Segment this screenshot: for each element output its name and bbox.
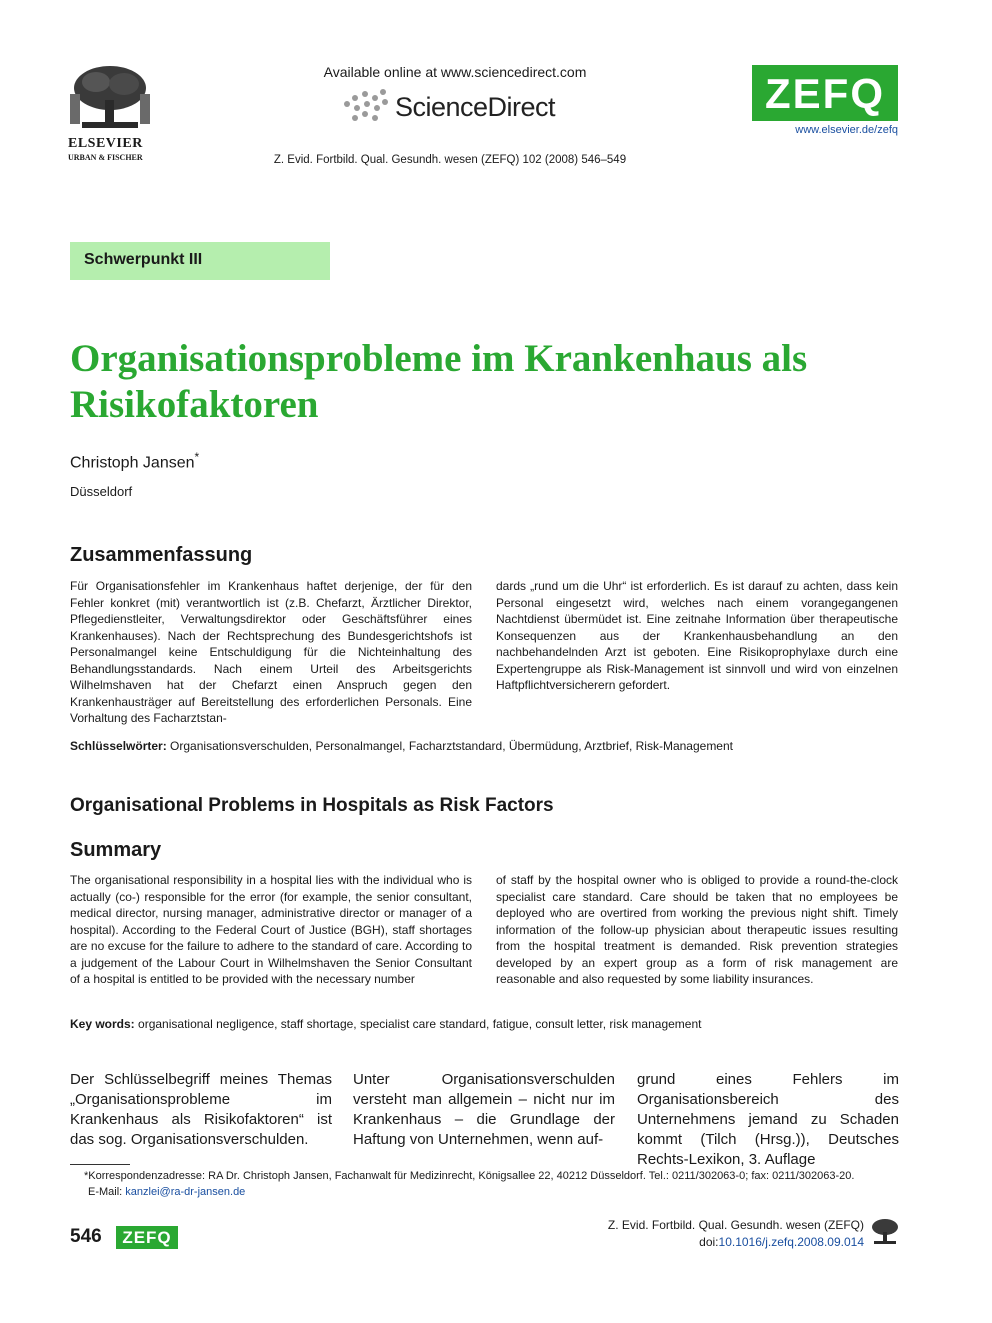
section-label: Schwerpunkt III: [84, 251, 203, 268]
abstract-de-col1: Für Organisationsfehler im Krankenhaus haftet derjenige, der für den Fehler konkret (mit) verantwortlich ist (z.B. Chefarzt, Ärztlicher Direktor, Pflegedienstleiter, Verwaltungsdirektor oder Geschäftsführer eines Krankenhauses). Nach der Rechtsprechung des Bundesgerichtshofs ist Personalmangel keine Entschuldigung für die Nichteinhaltung des Behandlungsstandards. Nach einem Urteil des Arbeitsgerichts Wilhelmshaven hat der Chefarzt einen Anspruch gegen den Krankenhausträger auf Bereitstellung des erforderlichen Personals. Eine Vorhaltung des Facharztstan-: [70, 579, 472, 725]
journal-citation: Z. Evid. Fortbild. Qual. Gesundh. wesen (ZEFQ) 102 (2008) 546–549: [273, 154, 627, 166]
body-col2: Unter Organisationsverschulden versteht man allgemein – nicht nur im Krankenhaus – die Grundlage der Haftung von Unternehmen, wenn auf-: [353, 1071, 615, 1148]
body-col1: Der Schlüsselbegriff meines Themas „Organisationsprobleme im Krankenhaus als Risikofaktoren“ ist das sog. Organisationsverschulden.: [70, 1071, 332, 1148]
abstract-en-col1: The organisational responsibility in a hospital lies with the individual who is actually (co-) responsible for the error (for example, the senior consultant, medical director, nursing manager, administrative director or manager of a hospital). According to the Federal Court of Justice (BGH), staff shortages are no excuse for the failure to adhere to the standard of care. According to a judgement of the Labour Court in Wilhelmshaven the Senior Consultant of a hospital is entitled to be provided with the necessary number: [70, 873, 472, 986]
footer-journal-name: Z. Evid. Fortbild. Qual. Gesundh. wesen (ZEFQ): [607, 1218, 864, 1232]
footnote-divider: [70, 1164, 130, 1165]
footnote-email: [88, 1186, 245, 1198]
english-title: Organisational Problems in Hospitals as Risk Factors: [70, 795, 554, 816]
abstract-en-col2: of staff by the hospital owner who is obliged to provide a round-the-clock specialist care standard. Care should be taken that no employees be deployed who are overtired from working the previous night shift. Timely information of the follow-up physician about therapeutic issues resulting from the hospital treatment is demanded. Risk prevention strategies developed by an expert group as a form of risk management are reasonable and also requested by some liability insurances.: [496, 873, 898, 986]
elsevier-tree-logo: [68, 64, 152, 134]
journal-url-link[interactable]: www.elsevier.de/zefq: [795, 124, 898, 136]
author-line: [70, 450, 199, 472]
email-link[interactable]: kanzlei@ra-dr-jansen.de: [125, 1186, 246, 1198]
footer-elsevier-tree-icon: [870, 1217, 900, 1247]
doi-label: doi:: [699, 1235, 719, 1249]
keywords-en-label: Key words:: [70, 1017, 135, 1031]
keywords-en: [70, 1017, 900, 1031]
keywords-de-list: Organisationsverschulden, Personalmangel, Facharztstandard, Übermüdung, Arztbrief, Risk-Management: [170, 739, 733, 753]
author-affiliation: Düsseldorf: [70, 484, 133, 499]
footer-journal-logo: ZEFQ: [116, 1226, 178, 1249]
keywords-de: [70, 739, 900, 753]
publisher-name: ELSEVIER: [68, 136, 143, 151]
article-title: Organisationsprobleme im Krankenhaus als Risikofaktoren: [70, 337, 808, 426]
footnote-address: *Korrespondenzadresse: RA Dr. Christoph Jansen, Fachanwalt für Medizinrecht, Königsallee 22, 40212 Düsseldorf. Tel.: 0211/302063-0; fax: 0211/302063-20.: [84, 1170, 855, 1182]
abstract-de-col2: dards „rund um die Uhr“ ist erforderlich. Es ist darauf zu achten, dass kein Personal eingesetzt wird, welches nach einem vorangegangenen Nachtdienst übermüdet ist. Eine zeitnahe Information über therapeutische Konsequenzen aus der Krankenhausbehandlung an den nachbehandelnden Arzt ist geboten. Eine Risikoprophylaxe durch eine Expertengruppe als Risk-Management ist sinnvoll und wird von einzelnen Haftpflichtversicherern gefordert.: [496, 579, 898, 692]
keywords-en-list: organisational negligence, staff shortage, specialist care standard, fatigue, consult letter, risk management: [138, 1017, 702, 1031]
journal-logo: ZEFQ: [752, 65, 898, 121]
email-label: E-Mail:: [88, 1186, 123, 1198]
author-name: Christoph Jansen: [70, 454, 195, 472]
publisher-subtitle: URBAN & FISCHER: [68, 153, 143, 162]
page-number: 546: [70, 1226, 102, 1247]
keywords-de-label: Schlüsselwörter:: [70, 739, 167, 753]
footer-doi: [560, 1235, 864, 1249]
abstract-heading-de: Zusammenfassung: [70, 544, 253, 566]
sciencedirect-wordmark: ScienceDirect: [395, 92, 556, 122]
section-badge: [70, 242, 330, 280]
abstract-heading-en: Summary: [70, 839, 162, 861]
doi-link[interactable]: 10.1016/j.zefq.2008.09.014: [718, 1235, 864, 1249]
available-online-text: Available online at www.sciencedirect.com: [323, 64, 587, 80]
author-footnote-mark[interactable]: *: [194, 450, 200, 464]
body-col3: grund eines Fehlers im Organisationsbereich des Unternehmens jemand zu Schaden kommt (Tilch (Hrsg.)), Deutsches Rechts-Lexikon, 3. Auflage: [637, 1071, 899, 1168]
